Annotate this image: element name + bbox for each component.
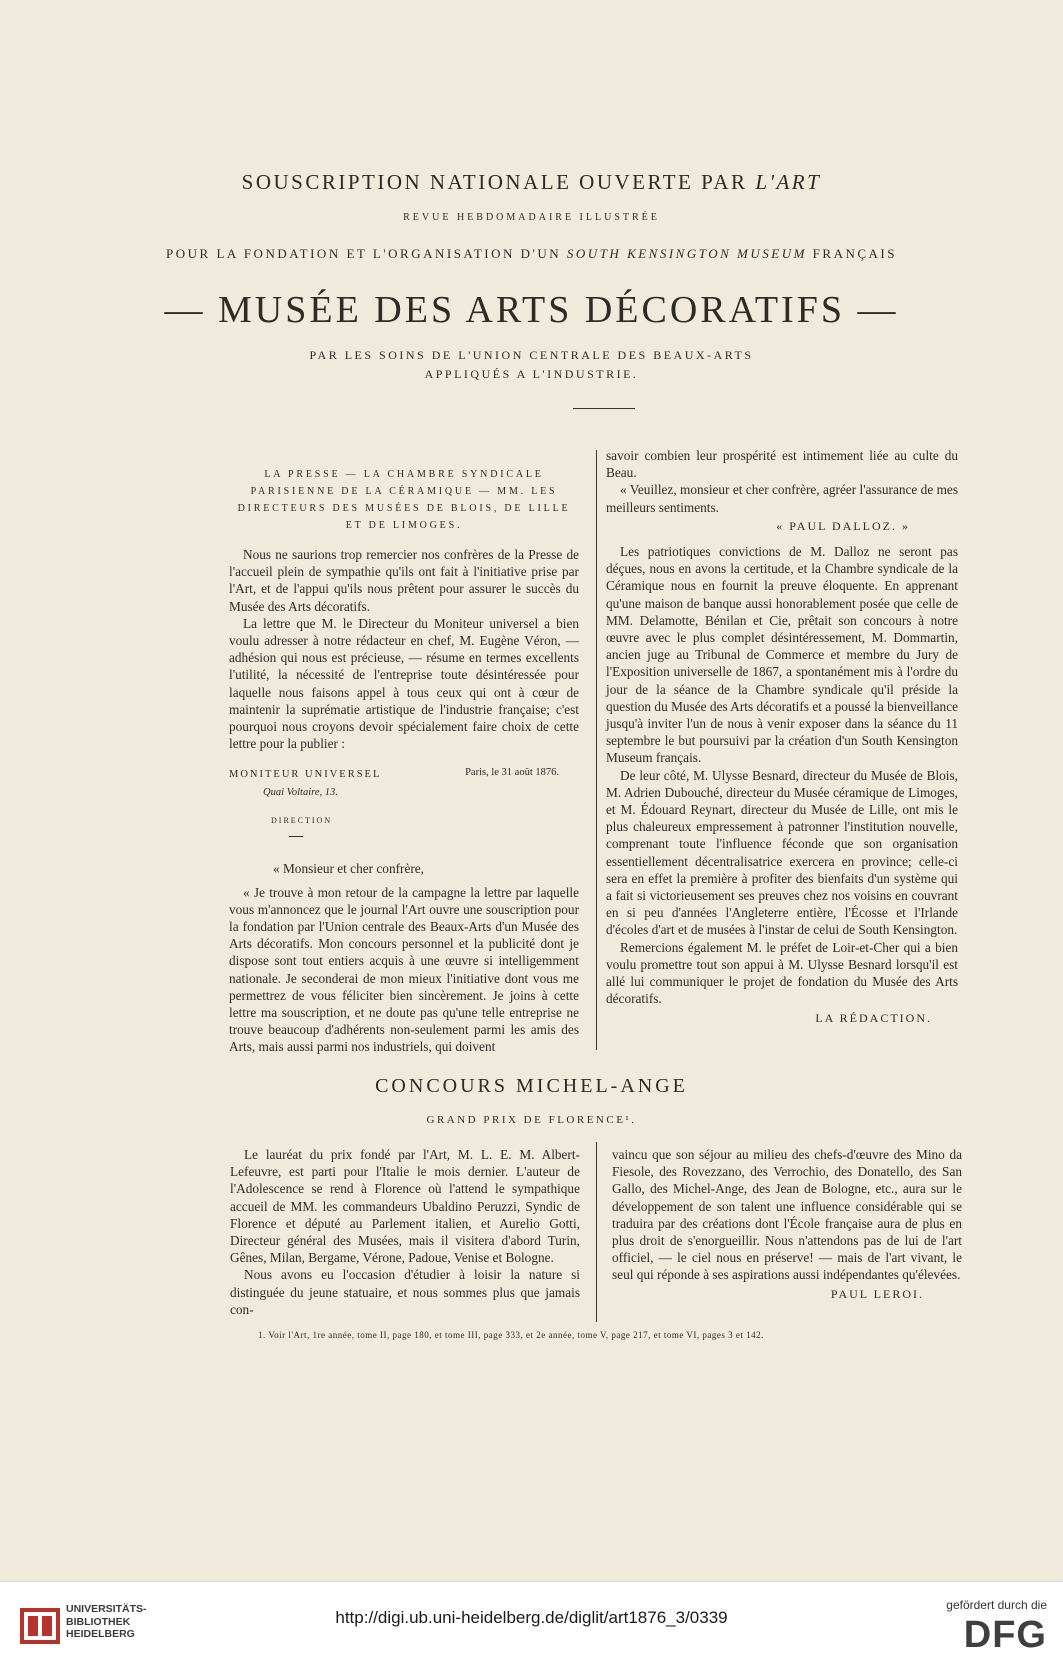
paragraph: Remercions également M. le préfet de Loir-et-Cher qui a bien voulu promettre tout son appui à M. Ulysse Besnard lorsqu'il est allé lui communiquer le projet de fondation du Musée des Arts décoratifs. [606, 939, 958, 1007]
section1-left-column [229, 466, 579, 1056]
letterhead-name: MONITEUR UNIVERSEL [229, 769, 382, 781]
signature: PAUL LEROI. [830, 1286, 924, 1301]
library-name: UNIVERSITÄTS- BIBLIOTHEK HEIDELBERG [66, 1603, 147, 1640]
main-title: — MUSÉE DES ARTS DÉCORATIFS — [164, 289, 899, 331]
paragraph: Nous avons eu l'occasion d'étudier à loisir la nature si distinguée du jeune statuaire, et nous sommes plus que jamais con- [230, 1267, 580, 1317]
letterhead-address: Quai Voltaire, 13. [263, 787, 338, 799]
section2-left-column [230, 1146, 580, 1318]
dfg-logo: DFG [963, 1614, 1047, 1656]
divider [289, 836, 303, 837]
revue-subtitle: REVUE HEBDOMADAIRE ILLUSTRÉE [403, 212, 660, 223]
footer-bar [0, 1581, 1063, 1662]
signature: LA RÉDACTION. [815, 1010, 932, 1025]
paragraph: La lettre que M. le Directeur du Moniteur universel a bien voulu adresser à notre rédacteur en chef, M. Eugène Véron, — adhésion qui nous est précieuse, — résume en termes excellents l'utilité, la nécessité de l'entreprise toute désintéressée pour laquelle nous faisons appel à tous ceux qui ont à cœur de maintenir la suprématie artistique de l'industrie française; c'est pourquoi nous croyons devoir spécialement faire choix de cette lettre pour la publier : [229, 615, 579, 752]
foundation-line: POUR LA FONDATION ET L'ORGANISATION D'UN SOUTH KENSINGTON MUSEUM FRANÇAIS [166, 246, 897, 261]
letterhead-department: DIRECTION [271, 816, 333, 826]
salutation: « Monsieur et cher confrère, [273, 861, 424, 877]
letterhead [229, 766, 579, 854]
paragraph: « Veuillez, monsieur et cher confrère, agréer l'assurance de mes meilleurs sentiments. [606, 482, 958, 515]
paragraph: vaincu que son séjour au milieu des chefs-d'œuvre des Mino da Fiesole, des Rovezzano, des Verrochio, des Donatello, des San Gallo, des Michel-Ange, des Jean de Bologne, etc., aura sur le développement de son talent une influence considérable qui se traduira par des créations dont l'École française aura de plus en plus droit de s'enorgueillir. Nous n'attendons pas de lui de l'art officiel, — le ciel nous en préserve! — mais de l'art vivant, le seul qui réponde à ses aspirations aussi indépendantes qu'élevées. [612, 1147, 962, 1283]
letter-date: Paris, le 31 août 1876. [465, 767, 559, 779]
divider [573, 408, 635, 409]
paragraph: Nous ne saurions trop remercier nos confrères de la Presse de l'accueil plein de sympathie qu'ils ont fait à l'initiative prise par l'Art, et de l'appui qu'ils nous prêtent pour assurer le succès du Musée des Arts décoratifs. [229, 547, 579, 614]
section2-title: CONCOURS MICHEL-ANGE [375, 1075, 688, 1097]
paragraph: Les patriotiques convictions de M. Dalloz ne seront pas déçues, nous en avons la certitude, et la Chambre syndicale de la Céramique nous en fournit la preuve éloquente. En apprenant qu'une maison de banque aussi honorablement posée que celle de MM. Delamotte, Bénilan et Cie, prêtait son concours à notre œuvre avec le plus complet désintéressement, M. Dommartin, ancien juge au Tribunal de Commerce et membre du Jury de l'Exposition universelle de 1867, a spontanément mis à l'ordre du jour de la séance de la Chambre syndicale qu'il préside la question du Musée des Arts décoratifs et a poussé la bienveillance jusqu'à inviter l'un de nous à venir exposer dans la séance du 11 septembre le but poursuivi par la création d'un South Kensington Museum français. [606, 544, 958, 766]
section2-subtitle: GRAND PRIX DE FLORENCE¹. [426, 1114, 637, 1126]
permalink[interactable]: http://digi.ub.uni-heidelberg.de/diglit/art1876_3/0339 [335, 1608, 728, 1627]
section2-right-column [612, 1146, 962, 1303]
paragraph: Le lauréat du prix fondé par l'Art, M. L. E. M. Albert-Lefeuvre, est parti pour l'Italie le mois dernier. L'auteur de l'Adolescence se rend à Florence où l'attend le sympathique accueil de MM. les commandeurs Ubaldino Peruzzi, Syndic de Florence et député au Parlement italien, et Aurelio Gotti, Directeur général des Musées, mais il visitera d'abord Turin, Gênes, Milan, Bergame, Vérone, Padoue, Venise et Bologne. [230, 1147, 580, 1266]
paragraph: savoir combien leur prospérité est intimement liée au culte du Beau. [606, 448, 958, 481]
section1-right-column [606, 447, 958, 1027]
subscription-title: SOUSCRIPTION NATIONALE OUVERTE PAR L'ART [241, 170, 822, 194]
column-divider [596, 1142, 597, 1322]
union-centrale-line: PAR LES SOINS DE L'UNION CENTRALE DES BEAUX-ARTS APPLIQUÉS A L'INDUSTRIE. [309, 348, 754, 381]
column-divider [596, 450, 597, 1050]
funded-by-label: gefördert durch die [946, 1598, 1047, 1612]
section1-heading: LA PRESSE — LA CHAMBRE SYNDICALE PARISIENNE DE LA CÉRAMIQUE — MM. LES DIRECTEURS DES MUSÉES DE BLOIS, DE LILLE ET DE LIMOGES. [237, 469, 571, 531]
journal-name: L'ART [755, 170, 822, 194]
letter-paragraph: « Je trouve à mon retour de la campagne la lettre par laquelle vous m'annoncez que le journal l'Art ouvre une souscription pour la fondation par l'Union centrale des Beaux-Arts d'un Musée des Arts décoratifs. Mon concours personnel et la publicité dont je dispose sont tout entiers acquis à une œuvre si intelligemment nationale. Je seconderai de mon mieux l'initiative dont vous me permettrez de vous féliciter bien sincèrement. Je joins à cette lettre ma souscription, et ne doute pas qu'une telle entreprise ne trouve beaucoup d'adhérents non-seulement parmi les amis des Arts, mais aussi parmi nos industriels, qui doivent [229, 884, 579, 1055]
paragraph: De leur côté, M. Ulysse Besnard, directeur du Musée de Blois, M. Adrien Dubouché, directeur du Musée céramique de Limoges, et M. Édouard Reynart, directeur du Musée de Lille, ont mis le plus chaleureux empressement à patronner l'institution nouvelle, comprenant toute l'influence féconde que son organisation essentiellement décentralisatrice exercera en province; celle-ci sera en effet la première à profiter des bienfaits d'un système qui a fait si victorieusement ses preuves chez nos voisins en couvrant en si peu d'années l'Angleterre entière, l'Écosse et l'Irlande d'écoles d'art et de musées à l'instar de celui de South Kensington. [606, 767, 958, 938]
footnote: 1. Voir l'Art, 1re année, tome II, page 180, et tome III, page 333, et 2e année, tome V, page 217, et tome VI, pages 3 et 142. [258, 1330, 764, 1340]
signature: « PAUL DALLOZ. » [776, 518, 910, 533]
